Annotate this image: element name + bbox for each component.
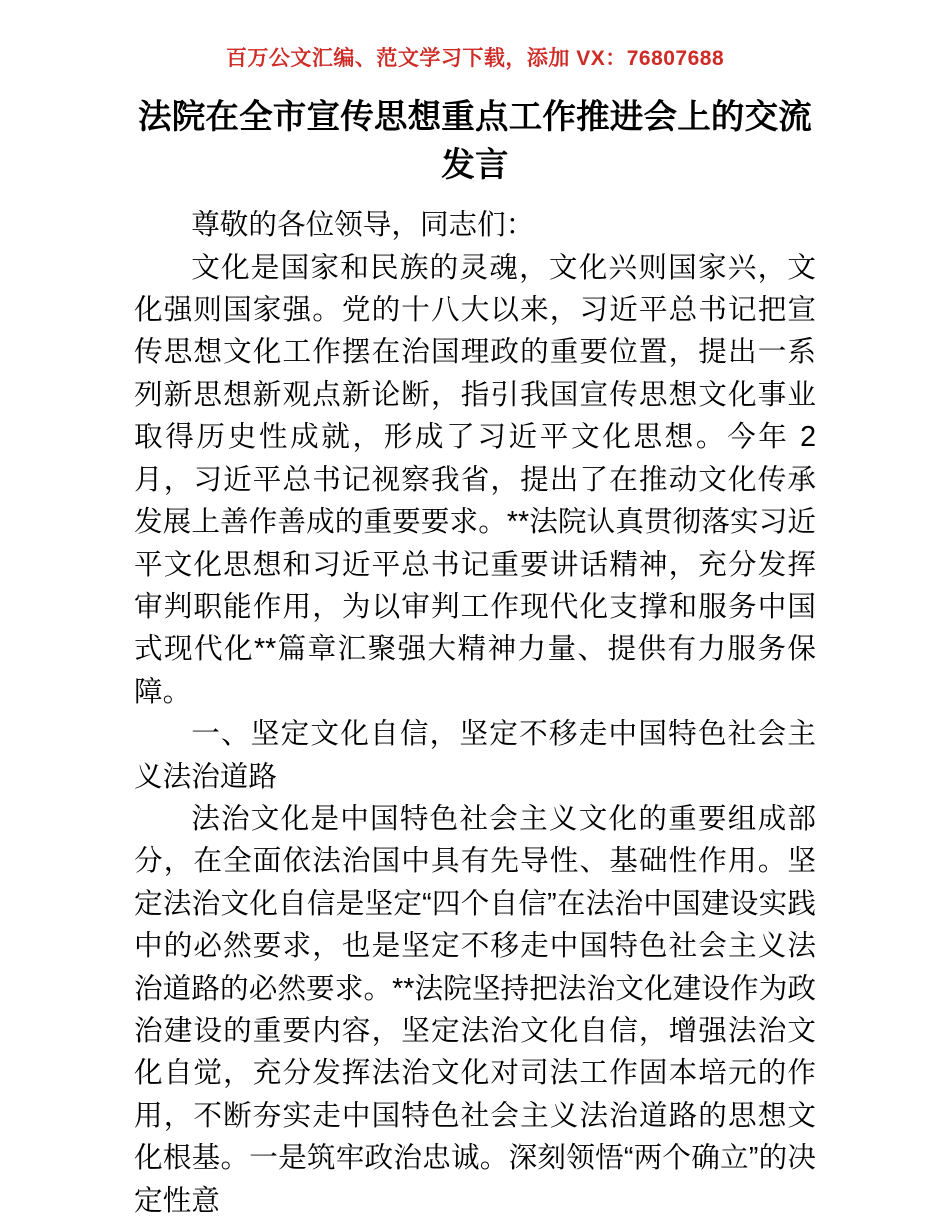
section-heading-one: 一、坚定文化自信，坚定不移走中国特色社会主义法治道路 <box>134 718 816 793</box>
document-title: 法院在全市宣传思想重点工作推进会上的交流发言 <box>138 99 812 185</box>
paragraph-section-one-body: 法治文化是中国特色社会主义文化的重要组成部分，在全面依法治国中具有先导性、基础性作用。坚定法治文化自信是坚定“四个自信”在法治中国建设实践中的必然要求，也是坚定不移走中国特色社会主义法治道路的必然要求。**法院坚持把法治文化建设作为政治建设的重要内容，坚定法治文化自信，增强法治文化自觉，充分发挥法治文化对司法工作固本培元的作用，不断夯实走中国特色社会主义法治道路的思想文化根基。一是筑牢政治忠诚。深刻领悟“两个确立”的决定性意 <box>134 802 816 1217</box>
paragraph-intro: 文化是国家和民族的灵魂，文化兴则国家兴，文化强则国家强。党的十八大以来，习近平总书记把宣传思想文化工作摆在治国理政的重要位置，提出一系列新思想新观点新论断，指引我国宣传思想文化事业取得历史性成就，形成了习近平文化思想。今年 2 月，习近平总书记视察我省，提出了在推动文化传承发展上善作善成的重要要求。**法院认真贯彻落实习近平文化思想和习近平总书记重要讲话精神，充分发挥审判职能作用，为以审判工作现代化支撑和服务中国式现代化**篇章汇聚强大精神力量、提供有力服务保障。 <box>134 251 816 708</box>
salutation-line: 尊敬的各位领导，同志们： <box>191 209 535 242</box>
document-body <box>134 72 816 1222</box>
promo-watermark-text: 百万公文汇编、范文学习下载，添加 VX：76807688 <box>225 47 725 70</box>
